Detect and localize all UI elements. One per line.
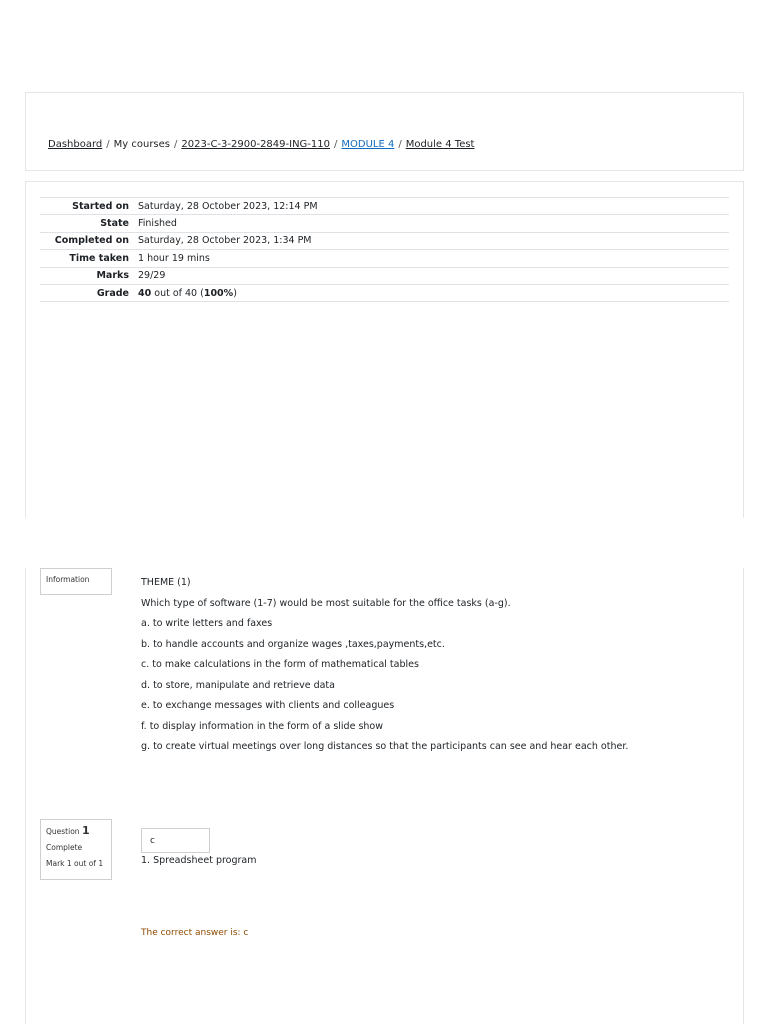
task-item: a. to write letters and faxes	[141, 618, 273, 629]
page-header-card	[25, 92, 744, 171]
task-item: b. to handle accounts and organize wages ,taxes,payments,etc.	[141, 638, 445, 650]
summary-value: Saturday, 28 October 2023, 1:34 PM	[138, 235, 312, 247]
question-number-value: 1	[81, 824, 90, 837]
summary-value: 29/29	[138, 270, 166, 282]
summary-row-completed	[40, 232, 729, 249]
breadcrumb-separator: /	[174, 139, 178, 150]
summary-label: Time taken	[69, 252, 129, 264]
summary-value: Finished	[138, 218, 177, 230]
information-content	[141, 577, 731, 762]
summary-label: State	[100, 218, 129, 230]
task-item: c. to make calculations in the form of mathematical tables	[141, 659, 419, 670]
summary-value: Saturday, 28 October 2023, 12:14 PM	[138, 200, 318, 212]
question-1-info-box	[40, 819, 112, 880]
grade-score: 40	[138, 287, 152, 299]
summary-label: Completed on	[54, 235, 129, 247]
summary-label: Started on	[72, 200, 129, 212]
breadcrumb-separator: /	[334, 139, 338, 150]
breadcrumb-dashboard-link[interactable]: Dashboard	[48, 139, 103, 150]
information-label: Information	[46, 575, 90, 584]
task-item: e. to exchange messages with clients and colleagues	[141, 700, 395, 711]
answer-label: 1. Spreadsheet program	[141, 855, 257, 866]
grade-close: )	[233, 287, 237, 299]
answer-input[interactable]: c	[141, 828, 210, 853]
breadcrumb-test-link[interactable]: Module 4 Test	[405, 139, 475, 150]
grade-out-of: out of 40 (	[151, 287, 204, 299]
summary-label: Marks	[96, 270, 129, 282]
summary-row-grade	[40, 284, 729, 301]
task-item: g. to create virtual meetings over long distances so that the participants can see and hear each other.	[141, 741, 629, 752]
question-mark: Mark 1 out of 1	[46, 859, 104, 868]
theme-prompt: Which type of software (1-7) would be most suitable for the office tasks (a-g).	[141, 597, 511, 609]
grade-percent: 100%	[203, 287, 234, 299]
summary-value: 1 hour 19 mins	[138, 252, 210, 264]
breadcrumb-separator: /	[398, 139, 402, 150]
question-status: Complete	[46, 843, 83, 852]
summary-row-marks	[40, 267, 729, 284]
breadcrumb-course-link[interactable]: 2023-C-3-2900-2849-ING-110	[181, 139, 330, 150]
question-word: Question	[46, 827, 82, 836]
breadcrumb-module-link[interactable]: MODULE 4	[341, 139, 395, 150]
quiz-summary-table	[40, 197, 729, 302]
question-number	[46, 823, 106, 840]
task-item: f. to display information in the form of a slide show	[141, 720, 384, 732]
grade-value	[138, 284, 729, 301]
summary-label: Grade	[96, 287, 129, 299]
summary-row-time-taken	[40, 250, 729, 267]
task-item: d. to store, manipulate and retrieve data	[141, 679, 335, 691]
summary-row-started	[40, 198, 729, 215]
summary-row-state	[40, 215, 729, 232]
breadcrumb	[48, 139, 474, 151]
breadcrumb-my-courses: My courses	[113, 139, 171, 150]
breadcrumb-separator: /	[106, 139, 110, 150]
information-box	[40, 568, 112, 595]
correct-answer-feedback: The correct answer is: c	[141, 928, 249, 938]
theme-title: THEME (1)	[141, 577, 191, 588]
